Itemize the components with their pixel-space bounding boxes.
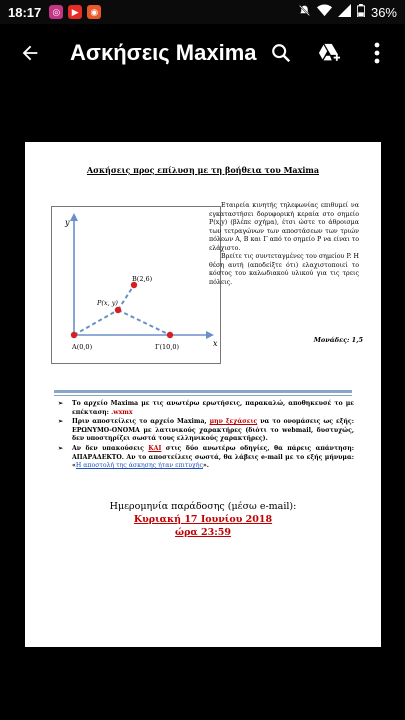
app-bar-actions bbox=[263, 35, 395, 71]
label-b: B(2,6) bbox=[132, 275, 153, 283]
mute-icon bbox=[298, 4, 311, 20]
instruction-item: ➢ Αν δεν υπακούσεις ΚΑΙ στις δύο ανωτέρω οδηγίες, θα πάρεις απάντηση: ΑΠΑΡΑΔΕΚΤΟ. Αν το αποστείλεις σωστά, θα λάβεις e-mail με το εξής μήνυμα: «Η αποστολή της άσκησης ήταν επιτυχής». bbox=[58, 444, 354, 470]
battery-icon bbox=[357, 4, 365, 20]
deadline-label: Ημερομηνία παράδοσης (μέσω e-mail): bbox=[109, 501, 297, 512]
instagram-icon: ◎ bbox=[49, 5, 63, 19]
document-title: Ασκήσεις προς επίλυση με τη βοήθεια του Maxima bbox=[86, 165, 320, 175]
label-a: A(0,0) bbox=[72, 343, 93, 351]
problem-paragraph-2: Βρείτε τις συντεταγμένες του σημείου P. Η θέση αυτή (αποδείξτε ότι) ελαχιστοποιεί το κόστος του καλωδιακού υλικού για τις τρεις πόλεις. bbox=[209, 253, 359, 286]
status-time: 18:17 bbox=[8, 4, 42, 20]
deadline-date: Κυριακή 17 Ιουνίου 2018 bbox=[133, 514, 273, 525]
success-message-link[interactable]: Η αποστολή της άσκησης ήταν επιτυχής bbox=[75, 462, 203, 470]
instruction-item: ➢ Το αρχείο Maxima με τις ανωτέρω ερωτήσεις, παρακαλώ, αποθηκευσέ το με επέκταση: .wxmx bbox=[58, 400, 354, 416]
battery-percent: 36% bbox=[370, 4, 397, 20]
deadline-time: ώρα 23:59 bbox=[175, 527, 231, 538]
problem-text bbox=[209, 202, 359, 287]
arrow-back-icon[interactable] bbox=[10, 33, 50, 73]
point-p bbox=[115, 307, 121, 313]
search-icon[interactable] bbox=[263, 35, 299, 71]
add-to-drive-icon[interactable] bbox=[311, 35, 347, 71]
y-axis-label: y bbox=[65, 218, 70, 227]
youtube-icon: ▶ bbox=[68, 5, 82, 19]
divider bbox=[54, 390, 352, 393]
emphasis-text: ΚΑΙ bbox=[148, 444, 162, 452]
status-bar bbox=[0, 0, 405, 24]
problem-paragraph-1: Εταιρεία κινητής τηλεφωνίας επιθυμεί να εγκαταστήσει δορυφορική κεραία στο σημείο P(x,y) (βλέπε σχήμα), έτσι ώστε το άθροισμα των τετραγώνων των αποστάσεων των τριών πόλεων A, B και Γ από το σημείο P να είναι το ελάχιστο. bbox=[209, 202, 359, 252]
instruction-item: ➢ Πριν αποστείλεις το αρχείο Maxima, μην ξεχάσεις να το ονομάσεις ως εξής: ΕΡΩΝΥΜΟ-ΟΝΟΜΑ με λατινικούς χαρακτήρες (διότι το webmail, δυστυχώς, δεν υποστηρίζει σωστά τους ελληνικούς χαρακτήρες). bbox=[58, 418, 354, 443]
arrow-bullet-icon: ➢ bbox=[58, 444, 64, 452]
signal-icon bbox=[338, 4, 351, 20]
file-extension: .wxmx bbox=[111, 408, 133, 416]
arrow-bullet-icon: ➢ bbox=[58, 418, 64, 426]
x-axis-label: x bbox=[213, 339, 218, 348]
status-app-icons bbox=[49, 5, 101, 19]
instructions-list bbox=[58, 400, 354, 472]
emphasis-text: μην ξεχάσεις bbox=[209, 418, 258, 426]
dashed-line-pb bbox=[118, 285, 134, 310]
dashed-line-pa bbox=[74, 310, 118, 335]
triangle-figure bbox=[51, 206, 221, 364]
arrow-bullet-icon: ➢ bbox=[58, 400, 64, 407]
more-vertical-icon[interactable] bbox=[359, 35, 395, 71]
points-value: Μονάδες: 1,5 bbox=[313, 336, 363, 344]
label-g: Γ(10,0) bbox=[155, 343, 180, 351]
deadline bbox=[25, 500, 381, 539]
point-a bbox=[71, 332, 77, 338]
page-title: Ασκήσεις Maxima bbox=[70, 40, 257, 65]
point-g bbox=[167, 332, 173, 338]
label-p: P(x, y) bbox=[97, 299, 118, 307]
wifi-icon bbox=[317, 4, 332, 20]
app-bar bbox=[0, 24, 405, 82]
document-page bbox=[25, 142, 381, 647]
divider-thin bbox=[54, 395, 352, 396]
status-right bbox=[298, 4, 397, 20]
dashed-line-pg bbox=[118, 310, 170, 335]
notification-app-icon: ◉ bbox=[87, 5, 101, 19]
